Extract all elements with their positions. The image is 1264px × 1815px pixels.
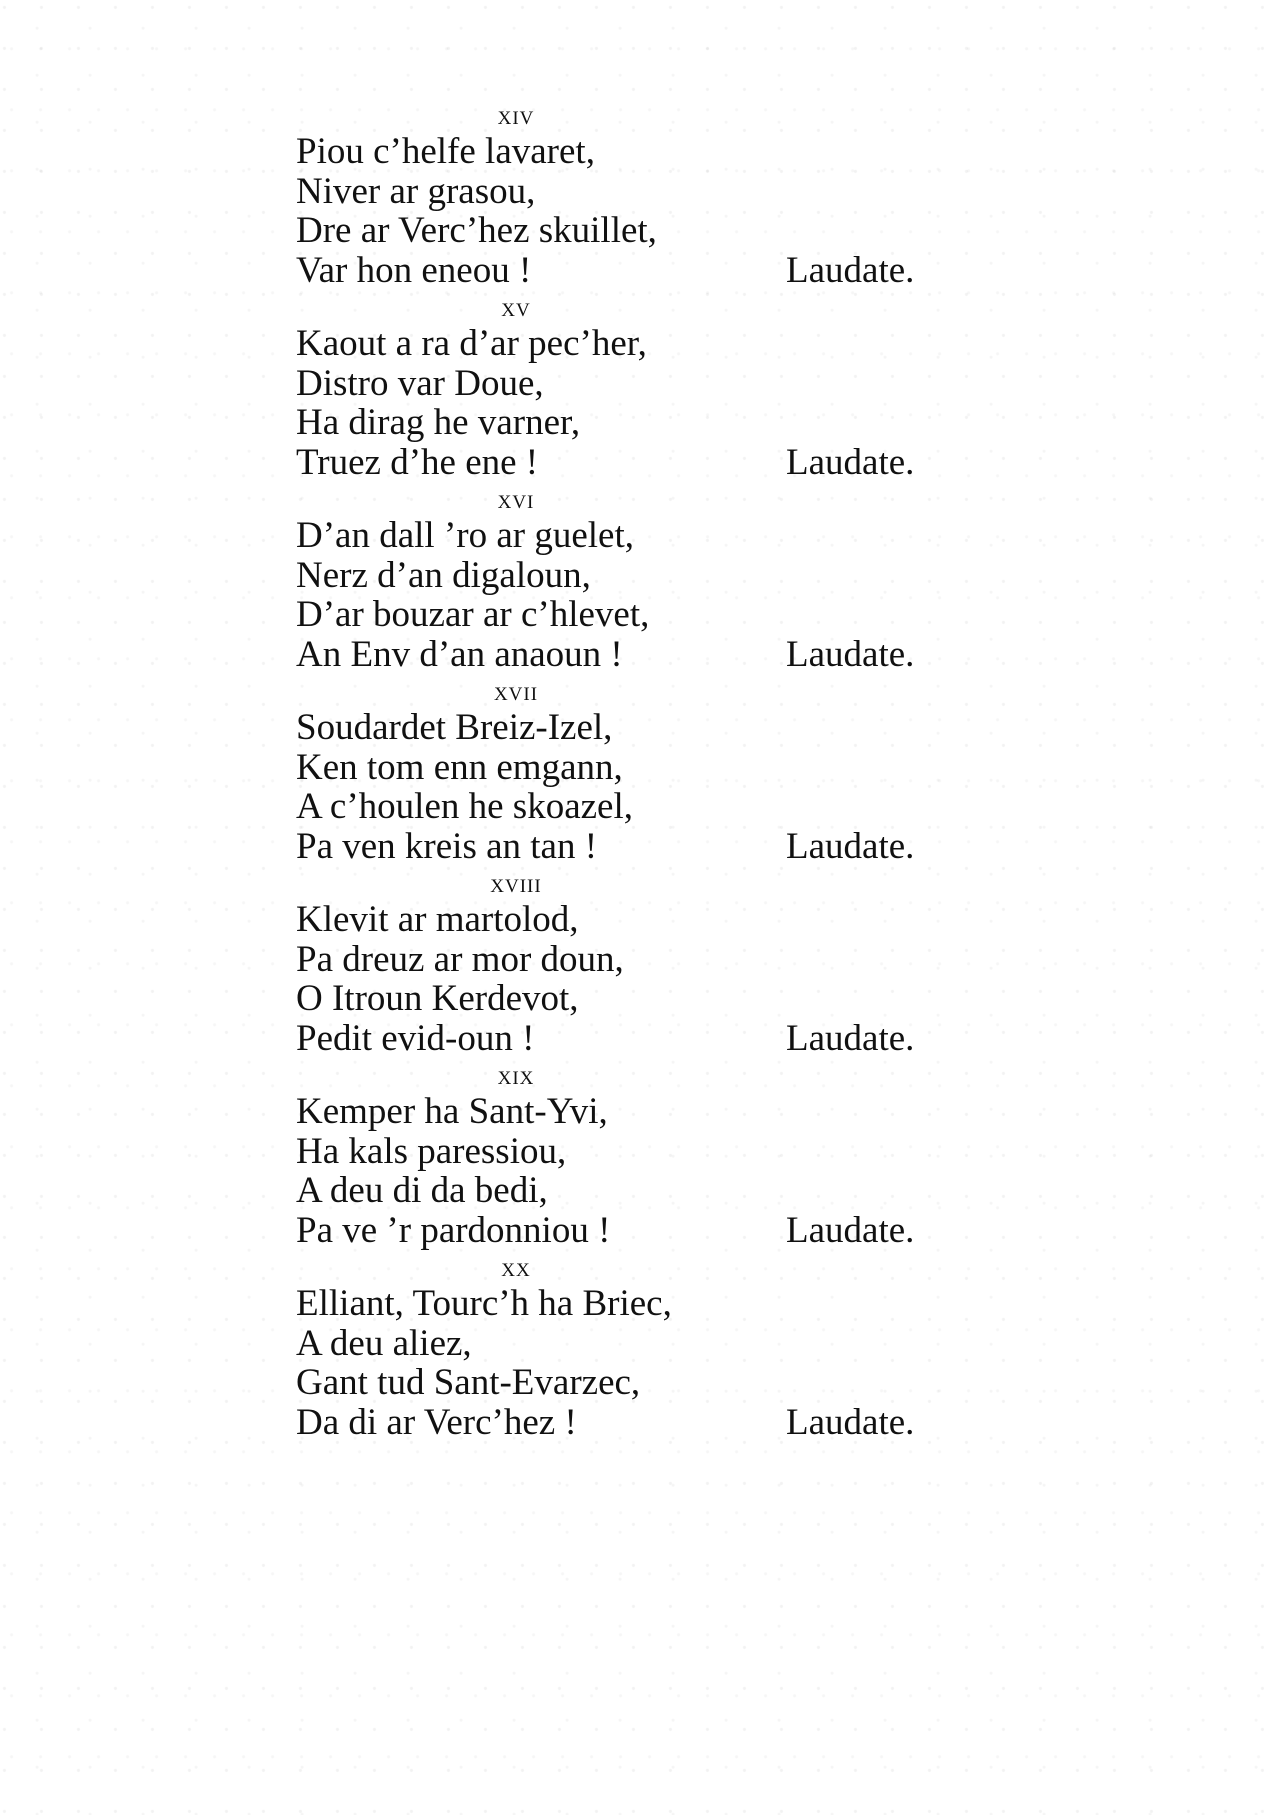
stanza-numeral: xx [501,1252,531,1282]
verse-line: Kaout a ra d’ar pec’her, [296,323,647,364]
verse-line-last [296,1403,956,1443]
refrain-laudate: Laudate. [786,1401,915,1443]
stanza-xvii [296,674,956,866]
refrain-laudate: Laudate. [786,1209,915,1251]
stanza-numeral: xvi [497,484,535,514]
refrain-laudate: Laudate. [786,441,915,483]
stanza-xix [296,1058,956,1250]
stanza-numeral: xix [497,1060,535,1090]
verse-line: Klevit ar martolod, [296,899,579,940]
verse-text: An Env d’an anaoun ! [296,633,623,675]
verse-line: Elliant, Tourc’h ha Briec, [296,1283,672,1324]
refrain-laudate: Laudate. [786,249,915,291]
verse-line: Gant tud Sant-Evarzec, [296,1362,641,1403]
refrain-laudate: Laudate. [786,1017,915,1059]
verse-line: Pa dreuz ar mor doun, [296,938,624,980]
verse-text: Truez d’he ene ! [296,441,539,483]
verse-line-last [296,251,956,291]
verse-text: Da di ar Verc’hez ! [296,1401,577,1443]
stanza-xviii [296,866,956,1058]
verse-line: A c’houlen he skoazel, [296,786,633,827]
stanza-numeral: xvii [493,676,539,706]
verse-line: A deu di da bedi, [296,1170,548,1211]
verse-text: Pa ve ’r pardonniou ! [296,1209,611,1251]
stanza-xvi [296,482,956,674]
refrain-laudate: Laudate. [786,825,915,867]
verse-text: Var hon eneou ! [296,249,532,291]
verse-line: D’an dall ’ro ar guelet, [296,515,634,556]
verse-line-last [296,443,956,483]
verse-line: Distro var Doue, [296,362,544,404]
verse-line: Piou c’helfe lavaret, [296,131,595,172]
verse-text: Pedit evid-oun ! [296,1017,535,1059]
stanza-numeral: xiv [497,100,535,130]
verse-line: Ha dirag he varner, [296,402,581,443]
stanza-numeral: xviii [490,868,542,898]
verse-line: Niver ar grasou, [296,170,536,212]
stanza-xx [296,1250,956,1442]
stanza-xv [296,290,956,482]
refrain-laudate: Laudate. [786,633,915,675]
stanza-xiv [296,98,956,290]
verse-line: Ha kals paressiou, [296,1130,567,1172]
verse-line: D’ar bouzar ar c’hlevet, [296,594,650,635]
verse-line: Nerz d’an digaloun, [296,554,591,596]
stanza-numeral: xv [501,292,531,322]
verse-text: Pa ven kreis an tan ! [296,825,598,867]
verse-line: Ken tom enn emgann, [296,746,623,788]
verse-line: O Itroun Kerdevot, [296,978,579,1019]
verse-line: Soudardet Breiz-Izel, [296,707,613,748]
verse-line-last [296,827,956,867]
verse-line: Kemper ha Sant-Yvi, [296,1091,608,1132]
verse-line: A deu aliez, [296,1322,472,1364]
verse-line-last [296,1019,956,1059]
verse-line-last [296,635,956,675]
verse-line-last [296,1211,956,1251]
verse-line: Dre ar Verc’hez skuillet, [296,210,657,251]
